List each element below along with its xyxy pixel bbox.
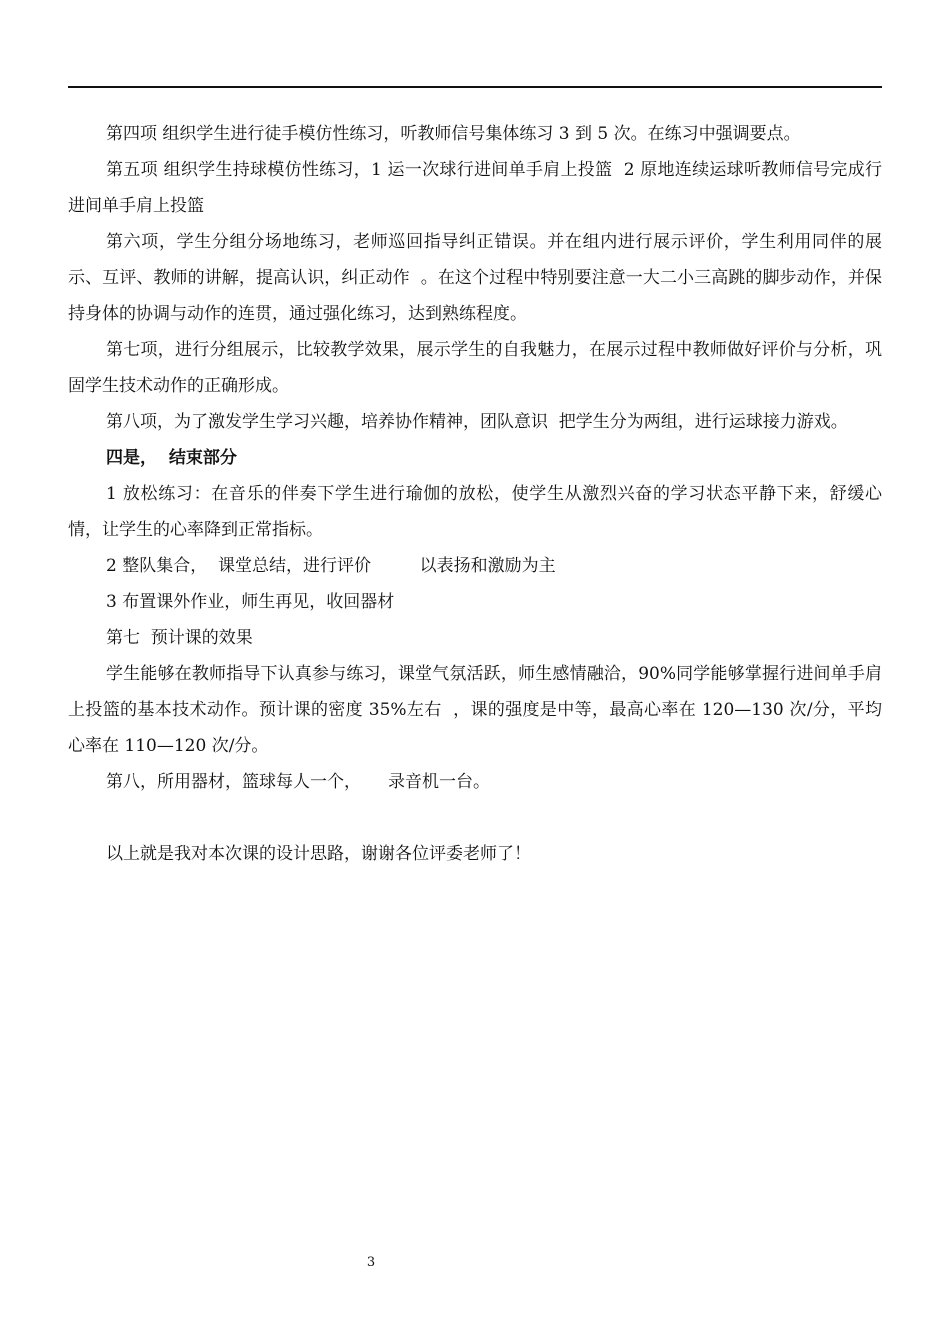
paragraph-relaxation: 1 放松练习：在音乐的伴奏下学生进行瑜伽的放松，使学生从激烈兴奋的学习状态平静下来，舒缓心情，让学生的心率降到正常指标。 <box>68 484 882 540</box>
page-number: 3 <box>366 1255 376 1270</box>
section-heading-expected-effect: 第七 预计课的效果 <box>106 628 253 648</box>
paragraph-step-eight: 第八项，为了激发学生学习兴趣，培养协作精神，团队意识 把学生分为两组，进行运球接力游戏。 <box>106 412 848 432</box>
paragraph-step-five: 第五项 组织学生持球模仿性练习，1 运一次球行进间单手肩上投篮 2 原地连续运球听教师信号完成行进间单手肩上投篮 <box>68 160 882 216</box>
paragraph-expected-effect: 学生能够在教师指导下认真参与练习，课堂气氛活跃，师生感情融洽，90%同学能够掌握行进间单手肩上投篮的基本技术动作。预计课的密度 35%左右 ，课的强度是中等，最高心率在 120—130 次/分，平均心率在 110—120 次/分。 <box>68 664 882 756</box>
paragraph-closing-remarks: 以上就是我对本次课的设计思路，谢谢各位评委老师了！ <box>106 844 531 864</box>
section-heading-ending: 四是， 结束部分 <box>106 448 237 468</box>
paragraph-homework: 3 布置课外作业，师生再见，收回器材 <box>106 592 395 612</box>
document-body <box>68 116 882 872</box>
header-rule <box>68 86 882 88</box>
paragraph-step-four: 第四项 组织学生进行徒手模仿性练习，听教师信号集体练习 3 到 5 次。在练习中强调要点。 <box>106 124 801 144</box>
paragraph-assembly: 2 整队集合， 课堂总结，进行评价 以表扬和激励为主 <box>106 556 556 576</box>
paragraph-equipment: 第八，所用器材，篮球每人一个， 录音机一台。 <box>106 772 491 792</box>
blank-line <box>68 800 882 836</box>
paragraph-step-seven: 第七项，进行分组展示，比较教学效果，展示学生的自我魅力，在展示过程中教师做好评价与分析，巩固学生技术动作的正确形成。 <box>68 340 882 396</box>
paragraph-step-six: 第六项，学生分组分场地练习，老师巡回指导纠正错误。并在组内进行展示评价，学生利用同伴的展示、互评、教师的讲解，提高认识，纠正动作 。在这个过程中特别要注意一大二小三高跳的脚步动作，并保持身体的协调与动作的连贯，通过强化练习，达到熟练程度。 <box>68 232 882 324</box>
